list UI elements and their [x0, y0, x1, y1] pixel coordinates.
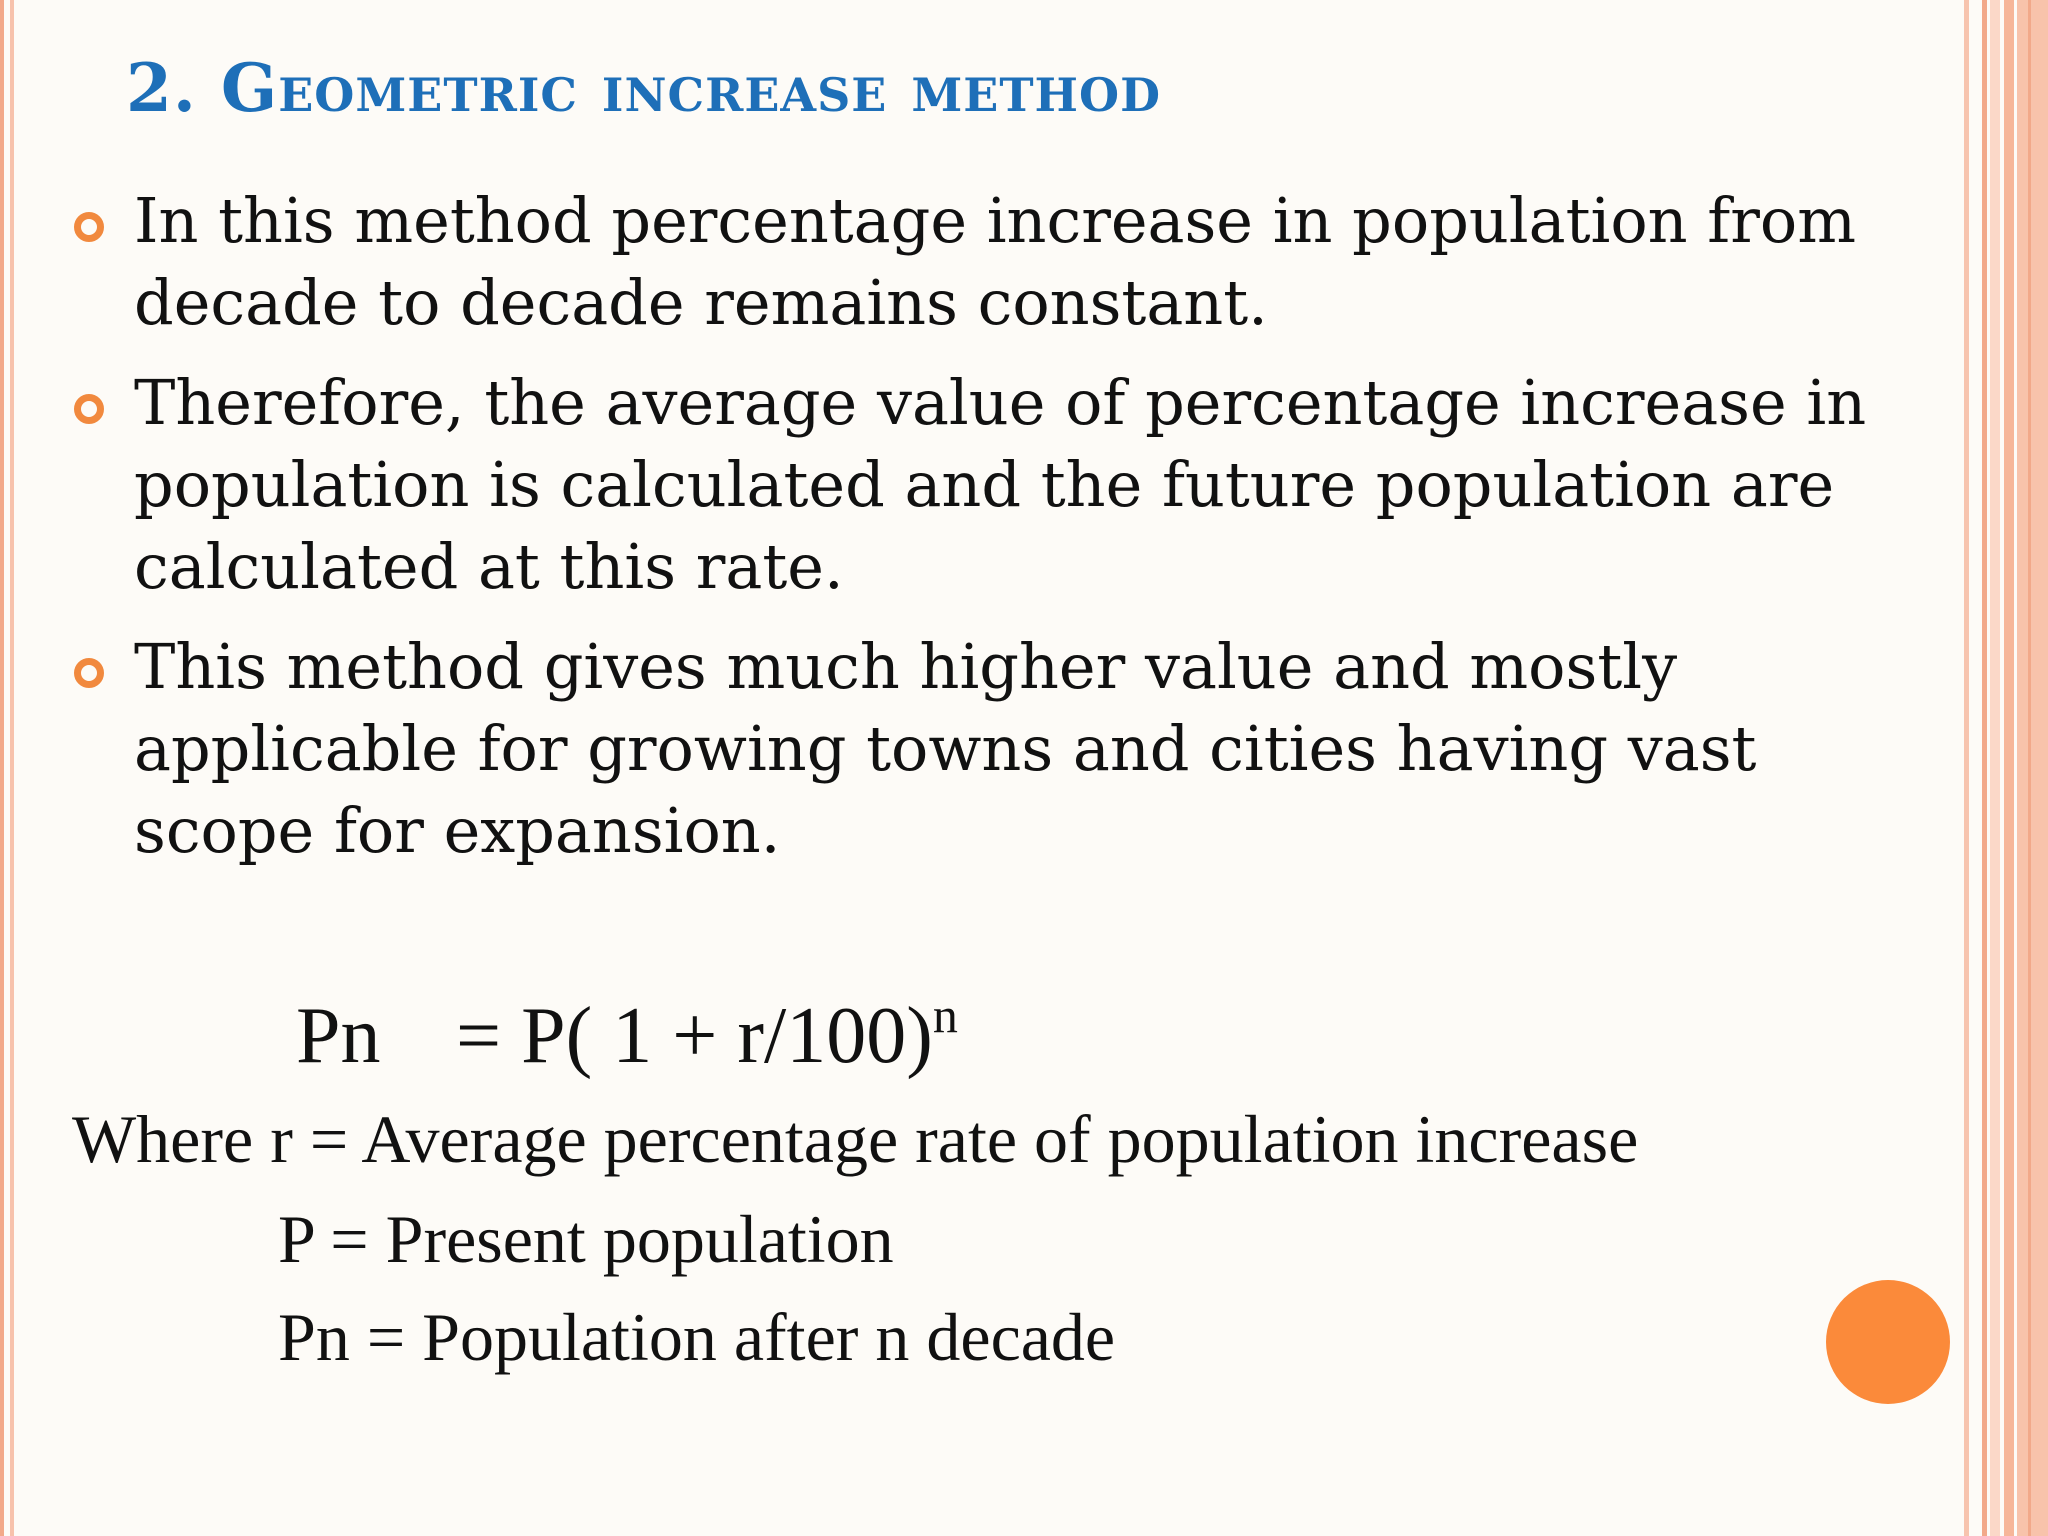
right-stripe-2 — [1990, 0, 2000, 1536]
definition-p: P = Present population — [278, 1201, 894, 1277]
right-stripe-thin — [1964, 0, 1969, 1536]
ring-bullet-icon — [74, 394, 104, 424]
bullet-item — [70, 626, 1950, 872]
right-stripe-3 — [2004, 0, 2014, 1536]
orange-circle-decoration — [1826, 1280, 1950, 1404]
right-stripe-band — [2017, 0, 2048, 1536]
left-stripe-inner — [10, 0, 14, 1536]
bullet-item — [70, 180, 1950, 344]
bullet-text: This method gives much higher value and mostly applicable for growing towns and cities having vast scope for expansion. — [134, 630, 1757, 867]
bullet-text: In this method percentage increase in population from decade to decade remains constant. — [134, 184, 1857, 339]
formula-lhs: Pn — [296, 992, 381, 1080]
slide-title: 2. Geometric increase method — [126, 49, 1161, 127]
left-stripe-outer — [0, 0, 4, 1536]
bullet-item — [70, 362, 1950, 608]
definition-r: Where r = Average percentage rate of population increase — [72, 1101, 1639, 1177]
right-stripe-1 — [1982, 0, 1987, 1536]
ring-bullet-icon — [74, 658, 104, 688]
formula-rhs: = P( 1 + r/100) — [456, 992, 933, 1080]
formula-exponent: n — [932, 987, 958, 1043]
ring-bullet-icon — [74, 212, 104, 242]
bullet-list — [70, 180, 1950, 890]
definition-pn: Pn = Population after n decade — [278, 1299, 1116, 1375]
right-stripe-line — [2028, 0, 2031, 1536]
geometric-formula — [296, 986, 958, 1086]
bullet-text: Therefore, the average value of percentage increase in population is calculated and the future population are calculated at this rate. — [134, 366, 1867, 603]
